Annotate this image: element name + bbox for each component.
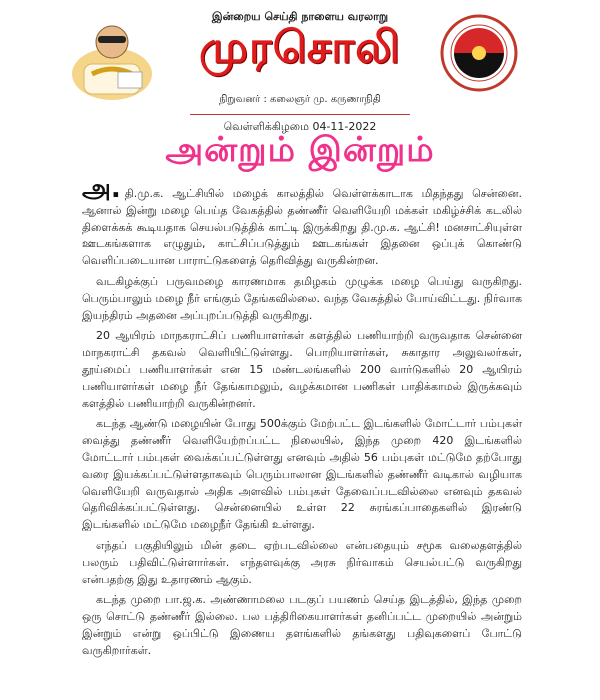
masthead bbox=[0, 0, 600, 175]
issue-date: வெள்ளிக்கிழமை 04-11-2022 bbox=[223, 120, 377, 133]
founder-line: நிறுவனர் : கலைஞர் மு. கருணாநிதி bbox=[219, 94, 381, 105]
drop-cap: அ. bbox=[82, 174, 121, 204]
paragraph-text: தி.மு.க. ஆட்சியில் மழைக் காலத்தில் வெள்ளக்காடாக மிதந்தது சென்னை. ஆனால் இன்று மழை பெய்த வேகத்தில் தண்ணீர் வெளியேறி மக்கள் மகிழ்ச்சிக் கடலில் திளைக்கக் கூடியதாக செயல்படுத்திக் காட்டி இருக்கிறது தி.மு.க. ஆட்சி! மனசாட்சியுள்ள ஊடகங்களாக எழுதும், காட்சிப்படுத்தும் ஊடகங்கள் இதனை ஒப்புக் கொண்டு வெளிப்படையான பாராட்டுகளைத் தெரிவித்து வருகின்றன. bbox=[82, 187, 522, 268]
newspaper-title: முரசொலி bbox=[199, 22, 401, 73]
masthead-divider bbox=[190, 114, 410, 115]
article-paragraph: கடந்த ஆண்டு மழையின் போது 500க்கும் மேற்பட்ட இடங்களில் மோட்டார் பம்புகள் வைத்து தண்ணீர் வெளியேற்றப்பட்ட நிலையில், இந்த முறை 420 இடங்களில் மோட்டார் பம்புகள் வைக்கப்பட்டுள்ளது எனவும் அதில் 56 பம்புகள் மட்டுமே தற்போது வரை இயக்கப்பட்டுள்ளதாகவும் பெரும்பாலான இடங்களில் தண்ணீர் வடிகால் வழியாக வெளியேறி வருவதால் அதிக அளவில் பம்புகள் தேவைப்படவில்லை எனவும் தகவல் தெரிவிக்கப்பட்டுள்ளது. சென்னையில் உள்ள 22 சுரங்கப்பாதைகளில் இரண்டு இடங்களில் மட்டுமே மழைநீர் தேங்கி உள்ளது. bbox=[82, 417, 522, 532]
article-paragraph: வடகிழக்குப் பருவமழை காரணமாக தமிழகம் முழுக்க மழை பெய்து வருகிறது. பெரும்பாலும் மழை நீர் எங்கும் தேங்கவில்லை. வந்த வேகத்தில் போய்விட்டது. நிர்வாக இயந்திரம் அதனை அப்புறப்படுத்தி வருகிறது. bbox=[82, 274, 522, 322]
article-paragraph: கடந்த முறை பா.ஜ.க. அண்ணாமலை படகுப் பயணம் செய்த இடத்தில், இந்த முறை ஒரு சொட்டு தண்ணீர் இல்லை. பல பத்திரிகையாளர்கள் தனிப்பட்ட முறையில் அன்றும் இன்றும் என்று ஒப்பிட்டு இணைய தளங்களில் தங்களது பதிவுகளைப் போட்டு வருகிறார்கள். bbox=[82, 593, 522, 657]
party-emblem-icon bbox=[440, 14, 518, 92]
article-body bbox=[82, 174, 522, 664]
leader-portrait-icon bbox=[62, 12, 162, 102]
article-paragraph bbox=[82, 174, 522, 270]
tagline: இன்றைய செய்தி நாளைய வரலாறு bbox=[211, 10, 389, 23]
article-paragraph: எந்தப் பகுதியிலும் மின் தடை ஏற்படவில்லை என்பதையும் சமூக வலைதளத்தில் பலரும் பதிவிட்டுள்ளார்கள். எந்தளவுக்கு அரசு நிர்வாகம் செயல்பட்டு வருகிறது என்பதற்கு இது உதாரணம் ஆகும். bbox=[82, 538, 522, 586]
article-headline: அன்றும் இன்றும் bbox=[165, 130, 435, 170]
article-paragraph: 20 ஆயிரம் மாநகராட்சிப் பணியாளர்கள் களத்தில் பணியாற்றி வருவதாக சென்னை மாநகராட்சி தகவல் வெளியிட்டுள்ளது. பொறியாளர்கள், சுகாதார அலுவலர்கள், தூய்மைப் பணியாளர்கள் என 15 மண்டலங்களில் 200 வார்டுகளில் 20 ஆயிரம் பணியாளர்கள் மழை நீர் தேங்காமலும், வழக்கமான பணிகள் பாதிக்காமல் இருக்கவும் களத்தில் பணியாற்றி வருகின்றனர். bbox=[82, 329, 522, 410]
